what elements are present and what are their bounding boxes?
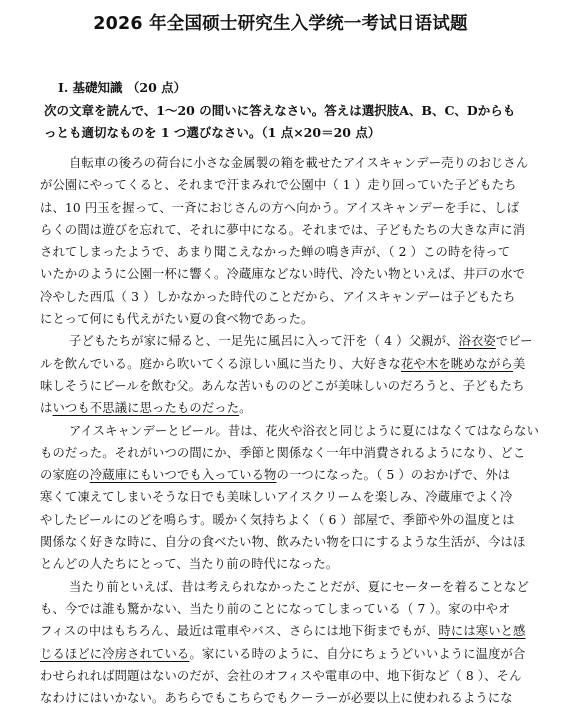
passage-text: 美 bbox=[513, 356, 526, 371]
passage-line: 当たり前といえば、昔は考えられなかったことだが、夏にセーターを着ることなど bbox=[69, 579, 530, 594]
instructions bbox=[44, 100, 534, 143]
reading-passage bbox=[40, 152, 538, 709]
instruction-line: 次の文章を読んで、1～20 の間いに答えなさい。答えは選択肢A、B、C、Dからも bbox=[44, 103, 516, 118]
underlined-phrase: いつも不思議に思ったものだった bbox=[52, 401, 240, 416]
passage-text: 子どもたちが家に帰ると、一足先に風呂に入って汗を（ 4 ）父親が、 bbox=[69, 334, 459, 349]
passage-line: 寒くて凍えてしまいそうな日でも美味しいアイスクリームを楽しみ、冷蔵庫でよく冷 bbox=[40, 490, 513, 505]
passage-text: フィスの中はもちろん、最近は電車やバス、さらには地下街までもが、 bbox=[40, 624, 439, 639]
passage-line: アイスキャンデーとビール。昔は、花火や浴衣と同じように夏にはなくてはならない bbox=[69, 423, 540, 438]
passage-text: 。家にいる時のように、自分にちょうどいいように温度が合 bbox=[189, 646, 526, 661]
passage-line: されてしまったようで、あまり聞こえなかった蝉の鳴き声が、（ 2 ）この時を待って bbox=[40, 245, 511, 260]
underlined-phrase: 時には寒いと感 bbox=[438, 624, 526, 639]
passage-line: は、10 円玉を握って、一斉におじさんの方へ向かう。アイスキャンデーを手に、しば bbox=[40, 200, 520, 215]
passage-line bbox=[40, 620, 538, 642]
instruction-line: っとも適切なものを 1 つ選びなさい。（1 点×20＝20 点） bbox=[44, 124, 381, 140]
passage-line: わせられれば問題はないのだが、会社のオフィスや電車の中、地下街など（ 8 ）、そん bbox=[40, 668, 522, 683]
passage-line: とんどの人たちにとって、当たり前の時代になった。 bbox=[40, 557, 339, 572]
passage-text: の家庭の bbox=[40, 468, 90, 483]
passage-line: やしたビールにのどを鳴らす。暖かく気持ちよく（ 6 ）部屋で、季節や外の温度とは bbox=[40, 512, 515, 527]
passage-line: にとって何にも代えがたい夏の食べ物であった。 bbox=[40, 312, 314, 327]
underlined-phrase: 浴衣姿 bbox=[458, 334, 496, 349]
passage-text: でビー bbox=[495, 334, 533, 349]
passage-line bbox=[40, 464, 538, 486]
passage-line bbox=[40, 330, 538, 352]
section-heading: I. 基礎知識 （20 点） bbox=[58, 80, 187, 95]
passage-line: 味しそうにビールを飲む父。あんな苦いもののどこが美味しいのだろうと、子どもたち bbox=[40, 378, 525, 393]
passage-line: いたかのように公園一杯に響く。冷蔵庫などない時代、冷たい物といえば、井戸の水で bbox=[40, 267, 526, 282]
passage-line: も、今では誰も驚かない、当たり前のことになってしまっている（ 7 ）。家の中やオ bbox=[40, 601, 511, 616]
exam-title: 2026 年全国硕士研究生入学统一考试日语试题 bbox=[93, 14, 468, 34]
underlined-phrase: 花や木を眺めながら bbox=[400, 356, 513, 371]
passage-line bbox=[40, 643, 538, 665]
passage-line: 冷やした西瓜（ 3 ）しかなかった時代のことだから、アイスキャンデーは子どもたち bbox=[40, 289, 516, 304]
passage-line bbox=[40, 397, 538, 419]
passage-line bbox=[40, 353, 538, 375]
underlined-phrase: 冷蔵庫にもいつでも入っている物 bbox=[89, 468, 277, 483]
passage-line: らくの間は遊びを忘れて、それに夢中になる。それまでは、子どもたちの大きな声に消 bbox=[40, 222, 526, 237]
passage-text: は bbox=[40, 401, 53, 416]
passage-text: ルを飲んでいる。庭から吹いてくる涼しい風に当たり、大好きな bbox=[40, 356, 401, 371]
passage-line: なわけにはいかない。あちらでもこちらでもクーラーが必要以上に使われるようにな bbox=[40, 691, 513, 706]
passage-line: が公園にやってくると、それまで汗まみれで公園中（ 1 ）走り回っていた子どもたち bbox=[40, 178, 517, 193]
passage-text: の一つになった。（ 5 ）のおかげで、外は bbox=[276, 468, 511, 483]
passage-line: 自転車の後ろの荷台に小さな金属製の箱を載せたアイスキャンデー売りのおじさん bbox=[69, 156, 529, 170]
underlined-phrase: じるほどに冷房されている bbox=[40, 646, 190, 661]
passage-line: 関係なく好きな時に、自分の食べたい物、飲みたい物を口にするような生活が、今はほ bbox=[40, 535, 526, 550]
passage-line: ものだった。それがいつの間にか、季節と関係なく一年中消費されるようになり、どこ bbox=[40, 445, 526, 460]
passage-text: 。 bbox=[239, 401, 252, 416]
